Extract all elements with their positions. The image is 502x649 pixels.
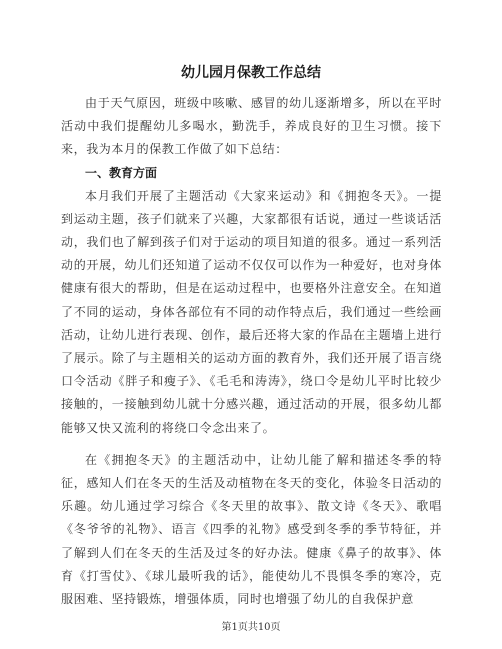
section-heading: 一、教育方面 (85, 165, 158, 180)
intro-paragraph: 由于天气原因，班级中咳嗽、感冒的幼儿逐渐增多，所以在平时活动中我们提醒幼儿多喝水，勤洗手，养成良好的卫生习惯。接下来，我为本月的保教工作做了如下总结： (61, 96, 442, 157)
page-number: 第1页共10页 (221, 622, 281, 633)
body-paragraph-2: 在《拥抱冬天》的主题活动中，让幼儿能了解和描述冬季的特征，感知人们在冬天的生活及动植物在冬天的变化，体验冬日活动的乐趣。幼儿通过学习综合《冬天里的故事》、散文诗《冬天》、歌唱《冬爷爷的礼物》、语言《四季的礼物》感受到冬季的季节特征，并了解到人们在冬天的生活及过冬的好办法。健康《鼻子的故事》、体育《打雪仗》、《球儿最听我的话》，能使幼儿不畏惧冬季的寒冷，克服困难、坚持锻炼，增强体质，同时也增强了幼儿的自我保护意 (61, 452, 442, 607)
paragraph-spacer (61, 440, 442, 449)
document-title: 幼儿园月保教工作总结 (181, 65, 321, 81)
document-body (61, 92, 442, 611)
body-paragraph-1: 本月我们开展了主题活动《大家来运动》和《拥抱冬天》。一提到运动主题，孩子们就来了兴趣，大家都很有话说，通过一些谈话活动，我们也了解到孩子们对于运动的项目知道的很多。通过一系列活动的开展，幼儿们还知道了运动不仅仅可以作为一种爱好，也对身体健康有很大的帮助，但是在运动过程中，也要格外注意安全。在知道了不同的运动，身体各部位有不同的动作特点后，我们通过一些绘画活动，让幼儿进行表现、创作，最后还将大家的作品在主题墙上进行了展示。除了与主题相关的运动方面的教育外，我们还开展了语言绕口令活动《胖子和瘦子》、《毛毛和涛涛》，绕口令是幼儿平时比较少接触的，一接触到幼儿就十分感兴趣，通过活动的开展，很多幼儿都能够又快又流利的将绕口令念出来了。 (61, 188, 442, 435)
